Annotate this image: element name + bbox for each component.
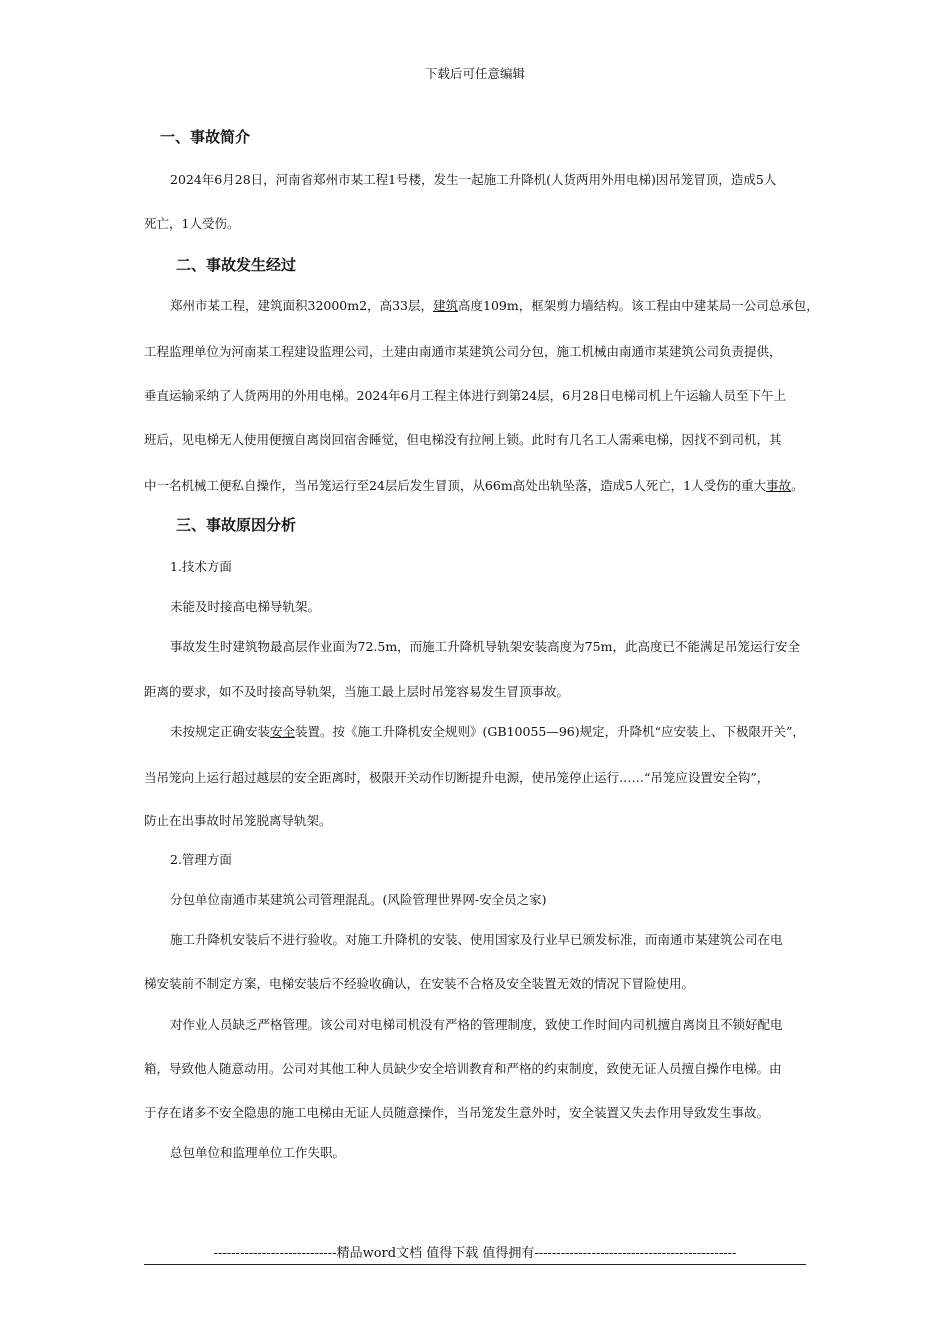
paragraph-line: 梯安装前不制定方案，电梯安装后不经验收确认，在安装不合格及安全装置无效的情况下冒险使用。 <box>144 976 695 991</box>
paragraph-line: 当吊笼向上运行超过越层的安全距离时，极限开关动作切断提升电源，使吊笼停止运行……“吊笼应设置安全钩”， <box>144 770 770 785</box>
paragraph-line: 施工升降机安装后不进行验收。对施工升降机的安装、使用国家及行业早已颁发标准，而南通市某建筑公司在电 <box>170 932 783 947</box>
subheading: 1.技术方面 <box>170 559 232 574</box>
paragraph-line: 分包单位南通市某建筑公司管理混乱。(风险管理世界网-安全员之家) <box>170 892 547 907</box>
paragraph-line: 死亡，1人受伤。 <box>144 216 240 231</box>
section-heading-1: 一、事故简介 <box>160 128 251 146</box>
footer-rule <box>144 1264 806 1265</box>
paragraph-line: 防止在出事故时吊笼脱离导轨架。 <box>144 813 332 828</box>
paragraph-line: 工程监理单位为河南某工程建设监理公司，土建由南通市某建筑公司分包，施工机械由南通市某建筑公司负责提供， <box>144 344 782 359</box>
paragraph-line: 对作业人员缺乏严格管理。该公司对电梯司机没有严格的管理制度，致使工作时间内司机擅自离岗且不锁好配电 <box>170 1017 783 1032</box>
page-header: 下载后可任意编辑 <box>424 66 525 81</box>
text-run: 高度109m，框架剪力墙结构。该工程由中建某局一公司总承包， <box>458 298 819 313</box>
paragraph-line: 垂直运输采纳了人货两用的外用电梯。2024年6月工程主体进行到第24层，6月28日电梯司机上午运输人员至下午上 <box>144 388 787 403</box>
paragraph-line: 总包单位和监理单位工作失职。 <box>170 1145 346 1160</box>
section-heading-2: 二、事故发生经过 <box>176 256 297 274</box>
paragraph-line: 距离的要求，如不及时接高导轨架，当施工最上层时吊笼容易发生冒顶事故。 <box>144 684 570 699</box>
paragraph-line <box>170 298 819 314</box>
paragraph-line: 2024年6月28日，河南省郑州市某工程1号楼，发生一起施工升降机(人货两用外用电梯)因吊笼冒顶，造成5人 <box>170 172 777 187</box>
text-run: 郑州市某工程，建筑面积32000m2，高33层， <box>170 298 433 313</box>
text-run: 。 <box>791 478 804 493</box>
paragraph-line <box>144 478 804 494</box>
paragraph-line: 于存在诸多不安全隐患的施工电梯由无证人员随意操作，当吊笼发生意外时，安全装置又失去作用导致发生事故。 <box>144 1105 770 1120</box>
link-anquan[interactable]: 安全 <box>270 724 296 739</box>
paragraph-line: 未能及时接高电梯导轨架。 <box>170 599 321 614</box>
paragraph-line: 班后，见电梯无人使用便擅自离岗回宿舍睡觉，但电梯没有拉闸上锁。此时有几名工人需乘电梯，因找不到司机，其 <box>144 432 782 447</box>
paragraph-line <box>170 724 805 740</box>
text-run: 中一名机械工便私自操作，当吊笼运行至24层后发生冒顶，从66m高处出轨坠落，造成5人死亡，1人受伤的重大 <box>144 478 767 493</box>
subheading: 2.管理方面 <box>170 852 232 867</box>
paragraph-line: 箱，导致他人随意动用。公司对其他工种人员缺少安全培训教育和严格的约束制度，致使无证人员擅自操作电梯。由 <box>144 1061 782 1076</box>
text-run: 未按规定正确安装 <box>170 724 271 739</box>
link-jianzhu[interactable]: 建筑 <box>432 298 458 313</box>
page-footer: ----------------------------精品word文档 值得下载 值得拥有---------------------------------------------- <box>213 1246 737 1261</box>
link-shigu[interactable]: 事故 <box>766 478 792 493</box>
paragraph-line: 事故发生时建筑物最高层作业面为72.5m，而施工升降机导轨架安装高度为75m，此高度已不能满足吊笼运行安全 <box>170 639 800 654</box>
text-run: 装置。按《施工升降机安全规则》(GB10055—96)规定，升降机“应安装上、下极限开关”， <box>295 724 805 739</box>
section-heading-3: 三、事故原因分析 <box>176 516 297 534</box>
